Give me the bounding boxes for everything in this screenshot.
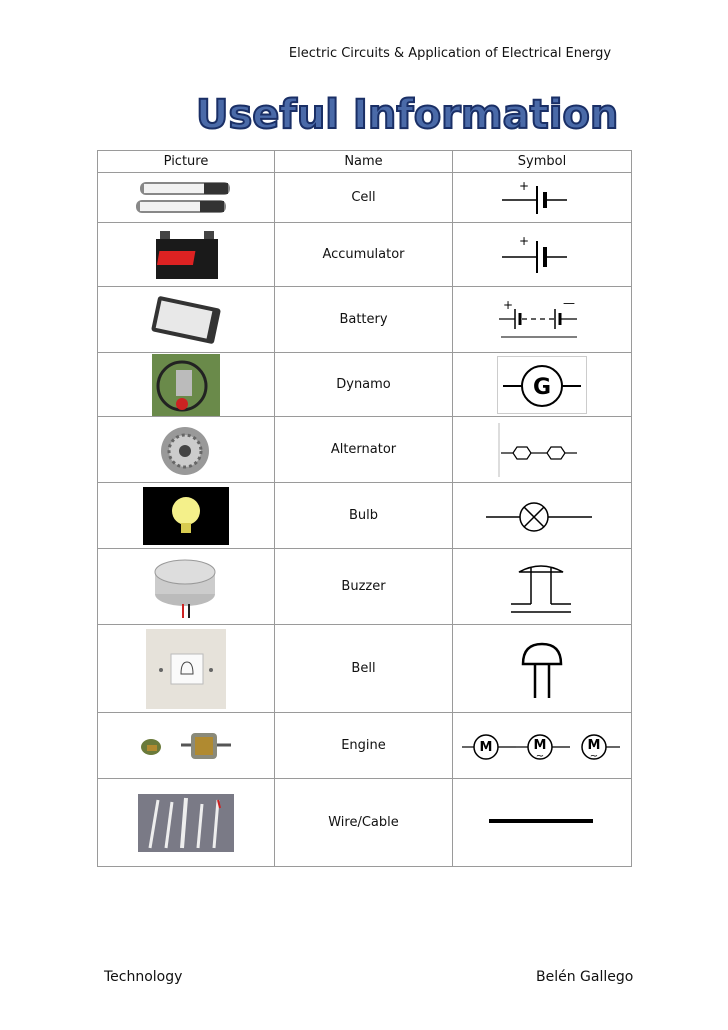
component-name: Bell	[275, 625, 453, 713]
motors-image	[98, 713, 275, 779]
table-row	[98, 713, 632, 779]
table-row	[98, 223, 632, 287]
col-header-picture: Picture	[98, 151, 275, 173]
component-name: Cell	[275, 173, 453, 223]
table-row	[98, 287, 632, 353]
motor-symbol	[453, 713, 632, 779]
component-name: Accumulator	[275, 223, 453, 287]
component-name: Wire/Cable	[275, 779, 453, 867]
col-header-symbol: Symbol	[453, 151, 632, 173]
svg-text:—: —	[563, 295, 575, 310]
table-row	[98, 483, 632, 549]
svg-text:+: +	[503, 297, 514, 312]
buzzer-image	[98, 549, 275, 625]
title-text: Useful Information	[196, 92, 619, 138]
table-header-row	[98, 151, 632, 173]
svg-text:+: +	[519, 178, 530, 193]
dynamo-symbol	[453, 353, 632, 417]
bulb-image	[98, 483, 275, 549]
svg-text:M: M	[533, 737, 547, 753]
svg-text:M: M	[479, 739, 493, 755]
svg-text:~: ~	[535, 750, 545, 762]
svg-text:~: ~	[589, 750, 599, 762]
component-name: Buzzer	[275, 549, 453, 625]
svg-text:M: M	[587, 737, 601, 753]
phone-battery-image	[98, 287, 275, 353]
component-name: Engine	[275, 713, 453, 779]
table-row	[98, 173, 632, 223]
alternator-symbol	[453, 417, 632, 483]
accumulator-symbol	[453, 223, 632, 287]
col-header-name: Name	[275, 151, 453, 173]
bulb-symbol	[453, 483, 632, 549]
component-name: Dynamo	[275, 353, 453, 417]
svg-text:G: G	[532, 374, 552, 400]
car-battery-image	[98, 223, 275, 287]
component-name: Battery	[275, 287, 453, 353]
table-row	[98, 779, 632, 867]
alternator-image	[98, 417, 275, 483]
wires-image	[98, 779, 275, 867]
svg-text:+: +	[519, 233, 530, 248]
footer-author: Belén Gallego	[536, 969, 634, 985]
bell-symbol	[453, 625, 632, 713]
bicycle-dynamo-image	[98, 353, 275, 417]
bell-switch-image	[98, 625, 275, 713]
table-row	[98, 549, 632, 625]
batteries-image	[98, 173, 275, 223]
table-row	[98, 353, 632, 417]
table-row	[98, 625, 632, 713]
page-header: Electric Circuits & Application of Electrical Energy	[288, 46, 612, 61]
footer-subject: Technology	[104, 969, 183, 985]
table-row	[98, 417, 632, 483]
battery-symbol	[453, 287, 632, 353]
component-name: Alternator	[275, 417, 453, 483]
cell-symbol	[453, 173, 632, 223]
component-name: Bulb	[275, 483, 453, 549]
page-title	[190, 86, 619, 142]
wire-symbol	[453, 779, 632, 867]
components-table	[97, 150, 632, 867]
buzzer-symbol	[453, 549, 632, 625]
